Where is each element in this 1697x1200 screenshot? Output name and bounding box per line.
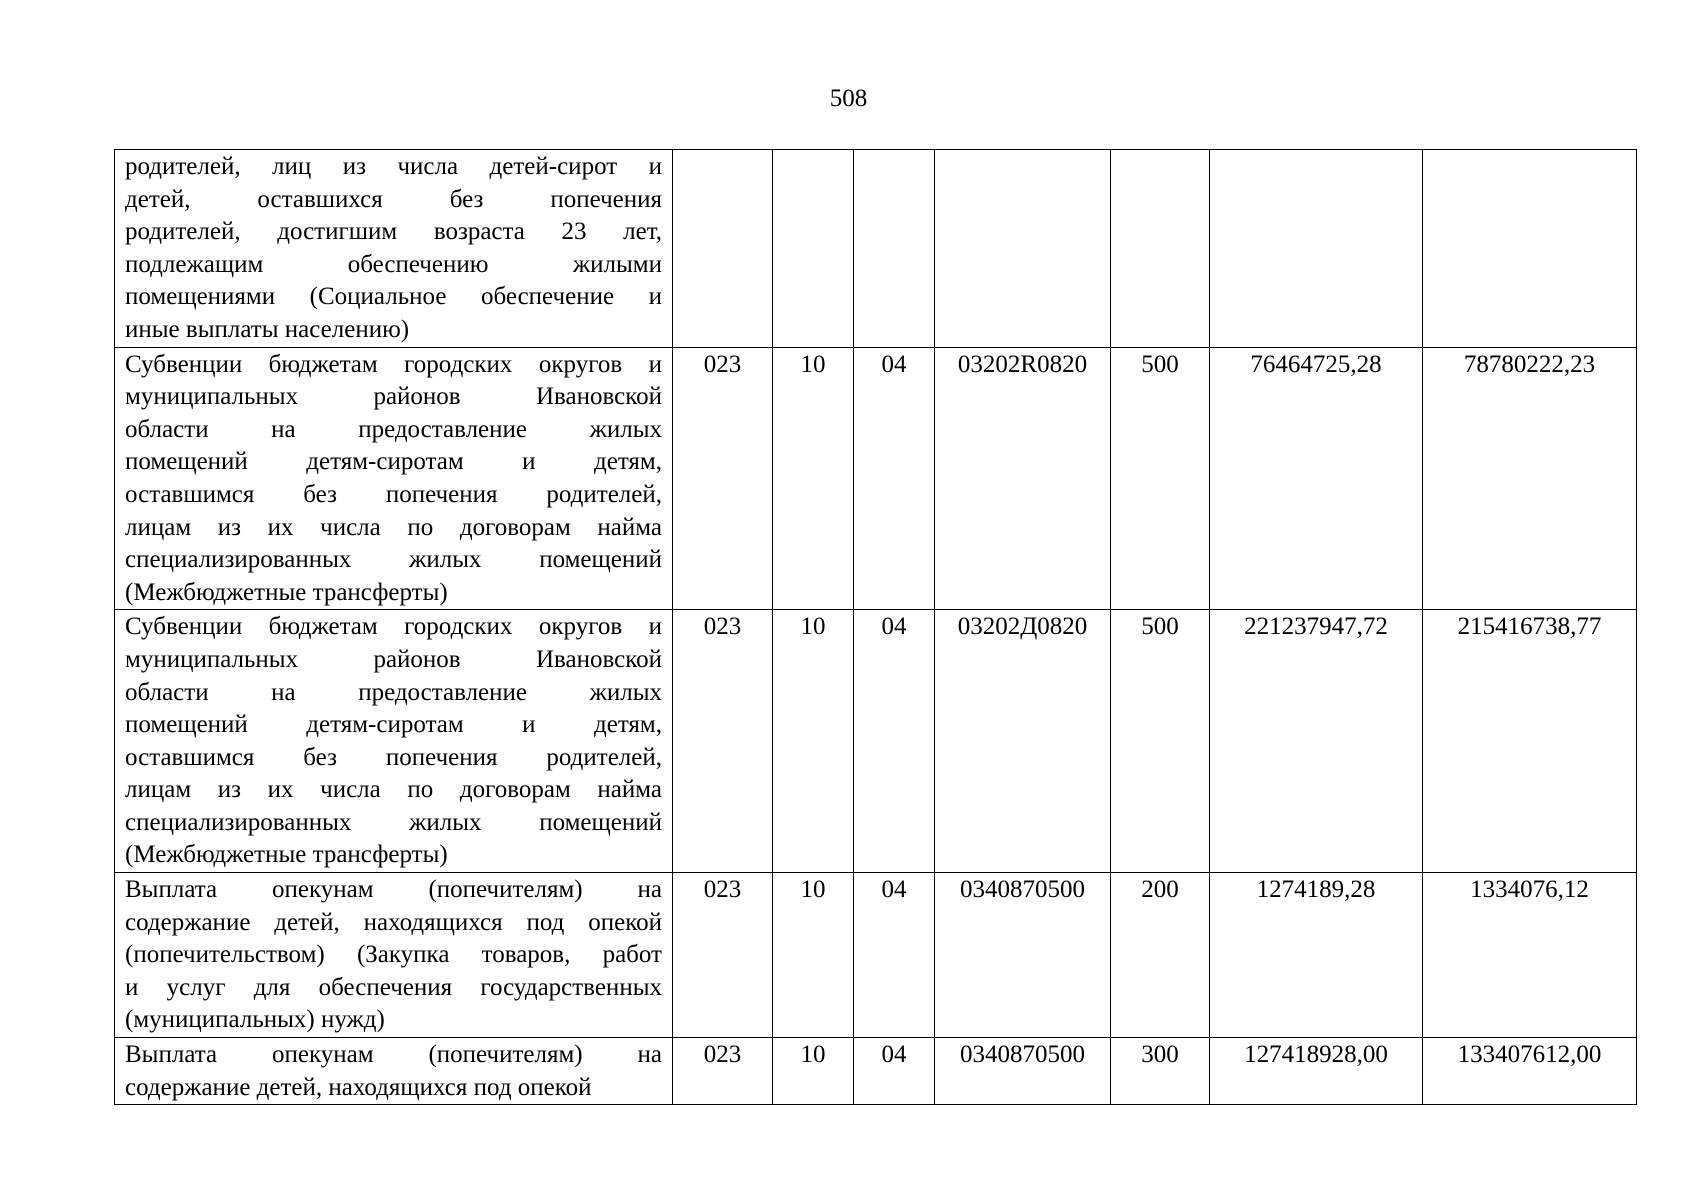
description-cell (115, 873, 673, 1038)
description-line: Выплата опекунам (попечителям) на (125, 876, 662, 904)
amount-year1-cell (1210, 150, 1423, 348)
table-body (115, 150, 1637, 1105)
subsection-code-cell: 04 (854, 873, 935, 1038)
expense-type-cell: 500 (1111, 610, 1210, 873)
description-line: (попечительством) (Закупка товаров, работ (125, 941, 662, 969)
table-row (115, 873, 1637, 1038)
section-code-cell: 10 (773, 1038, 854, 1105)
description-line: Субвенции бюджетам городских округов и (125, 350, 662, 378)
budget-table (114, 149, 1637, 1105)
target-article-cell: 0340870500 (935, 1038, 1111, 1105)
description-line: помещений детям-сиротам и детям, (125, 711, 662, 739)
subsection-code-cell: 04 (854, 347, 935, 610)
expense-type-cell: 500 (1111, 347, 1210, 610)
description-line: (муниципальных) нужд) (125, 1006, 385, 1034)
amount-year1-cell: 76464725,28 (1210, 347, 1423, 610)
description-line: помещений детям-сиротам и детям, (125, 448, 662, 476)
description-line: содержание детей, находящихся под опекой (125, 1073, 592, 1101)
description-line: Выплата опекунам (попечителям) на (125, 1041, 662, 1069)
description-cell (115, 610, 673, 873)
page-number: 508 (829, 85, 868, 112)
description-line: Субвенции бюджетам городских округов и (125, 613, 662, 641)
description-line: специализированных жилых помещений (125, 546, 662, 574)
description-line: помещениями (Социальное обеспечение и (125, 283, 662, 311)
description-line: специализированных жилых помещений (125, 808, 662, 836)
description-line: детей, оставшихся без попечения (125, 185, 662, 213)
table-row (115, 610, 1637, 873)
ministry-code-cell: 023 (673, 610, 773, 873)
amount-year2-cell: 215416738,77 (1423, 610, 1637, 873)
ministry-code-cell: 023 (673, 1038, 773, 1105)
subsection-code-cell: 04 (854, 610, 935, 873)
description-line: родителей, лиц из числа детей-сирот и (125, 153, 662, 180)
expense-type-cell: 300 (1111, 1038, 1210, 1105)
description-line: области на предоставление жилых (125, 415, 662, 443)
description-line: муниципальных районов Ивановской (125, 645, 662, 673)
target-article-cell: 0340870500 (935, 873, 1111, 1038)
target-article-cell: 03202Д0820 (935, 610, 1111, 873)
description-line: родителей, достигшим возраста 23 лет, (125, 218, 662, 246)
expense-type-cell: 200 (1111, 873, 1210, 1038)
section-code-cell (773, 150, 854, 348)
ministry-code-cell: 023 (673, 347, 773, 610)
amount-year1-cell: 1274189,28 (1210, 873, 1423, 1038)
table-row (115, 150, 1637, 348)
description-line: (Межбюджетные трансферты) (125, 578, 448, 606)
target-article-cell (935, 150, 1111, 348)
amount-year2-cell (1423, 150, 1637, 348)
amount-year2-cell: 133407612,00 (1423, 1038, 1637, 1105)
amount-year2-cell: 1334076,12 (1423, 873, 1637, 1038)
table-row (115, 347, 1637, 610)
description-line: иные выплаты населению) (125, 315, 410, 343)
section-code-cell: 10 (773, 610, 854, 873)
subsection-code-cell (854, 150, 935, 348)
table-row (115, 1038, 1637, 1105)
subsection-code-cell: 04 (854, 1038, 935, 1105)
ministry-code-cell (673, 150, 773, 348)
expense-type-cell (1111, 150, 1210, 348)
description-line: лицам из их числа по договорам найма (125, 513, 662, 541)
description-line: подлежащим обеспечению жилыми (125, 250, 662, 278)
amount-year1-cell: 221237947,72 (1210, 610, 1423, 873)
description-line: лицам из их числа по договорам найма (125, 776, 662, 804)
description-cell (115, 150, 673, 348)
ministry-code-cell: 023 (673, 873, 773, 1038)
section-code-cell: 10 (773, 347, 854, 610)
description-line: области на предоставление жилых (125, 678, 662, 706)
amount-year1-cell: 127418928,00 (1210, 1038, 1423, 1105)
amount-year2-cell: 78780222,23 (1423, 347, 1637, 610)
description-line: оставшимся без попечения родителей, (125, 480, 662, 508)
section-code-cell: 10 (773, 873, 854, 1038)
description-line: содержание детей, находящихся под опекой (125, 908, 662, 936)
description-line: муниципальных районов Ивановской (125, 383, 662, 411)
description-line: оставшимся без попечения родителей, (125, 743, 662, 771)
target-article-cell: 03202R0820 (935, 347, 1111, 610)
description-cell (115, 1038, 673, 1105)
description-line: (Межбюджетные трансферты) (125, 841, 448, 869)
description-cell (115, 347, 673, 610)
description-line: и услуг для обеспечения государственных (125, 973, 662, 1001)
